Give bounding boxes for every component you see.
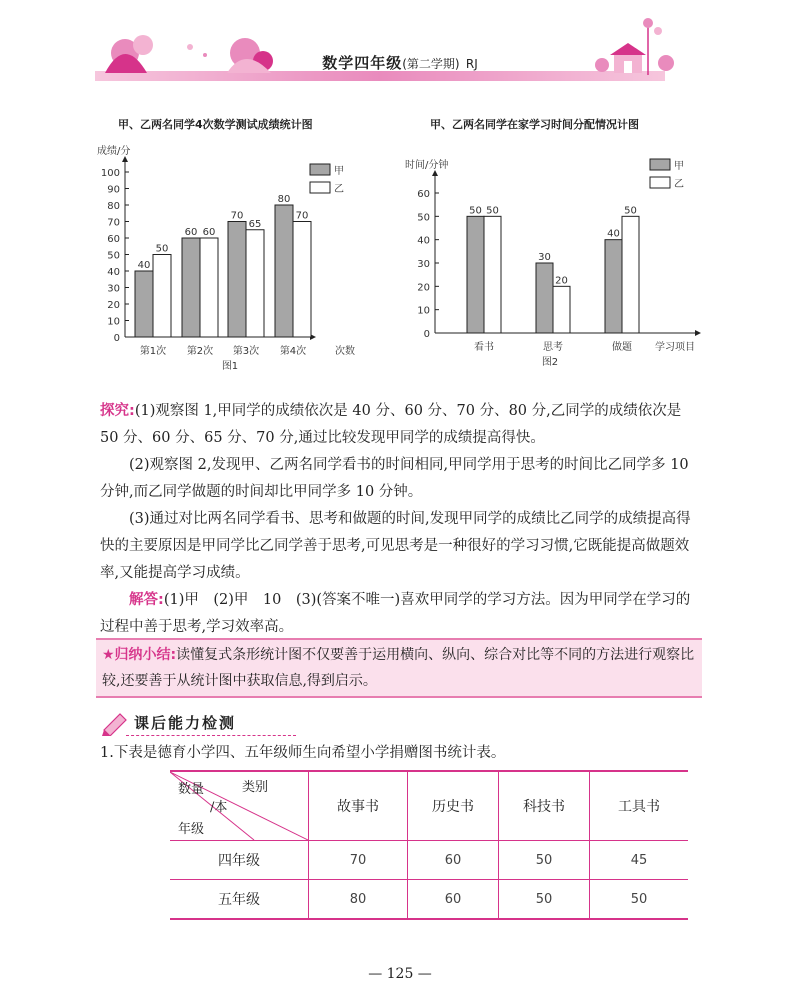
book-title: 数学四年级: [322, 54, 403, 72]
y-tick-label: 40: [417, 235, 430, 247]
book-subtitle: (第二学期): [402, 57, 460, 71]
table-cell: 50: [499, 841, 590, 880]
col-header-tools: 工具书: [590, 771, 689, 841]
bar-value-label: 65: [248, 218, 262, 230]
bar-乙: [553, 286, 570, 333]
page-header: [0, 0, 800, 95]
bar-value-label: 40: [607, 228, 620, 240]
legend-label: 甲: [334, 166, 344, 177]
legend-label: 乙: [674, 179, 684, 190]
table-cell: 60: [408, 880, 499, 920]
corner-unit: /本: [210, 800, 228, 815]
x-tick-label: 第1次: [139, 346, 167, 357]
table-header-row: [170, 771, 688, 841]
x-tick-label: 看书: [474, 342, 494, 353]
explore-paragraph-3: [100, 506, 700, 587]
y-tick-label: 80: [107, 201, 120, 212]
row-label: 四年级: [170, 841, 309, 880]
bar-value-label: 80: [277, 194, 291, 205]
bar-value-label: 70: [295, 210, 309, 222]
bar-value-label: 50: [469, 205, 482, 217]
legend-swatch: [310, 182, 330, 193]
y-tick-label: 30: [417, 259, 430, 270]
y-tick-label: 60: [417, 189, 430, 200]
col-header-science: 科技书: [499, 771, 590, 841]
x-tick-label: 做题: [612, 342, 632, 353]
x-tick-label: 思考: [543, 342, 563, 353]
bar-value-label: 60: [184, 227, 198, 238]
explore-text-2: (2)观察图 2,发现甲、乙两名同学看书的时间相同,甲同学用于思考的时间比乙同学多 10 分钟,而乙同学做题的时间却比甲同学多 10 分钟。: [100, 457, 689, 500]
bar-value-label: 50: [624, 205, 637, 217]
section-underline: [126, 735, 296, 736]
chart1-title: 甲、乙两名同学4次数学测试成绩统计图: [118, 118, 313, 131]
corner-quantity: 数量: [178, 782, 205, 797]
col-header-story: 故事书: [309, 771, 408, 841]
answer-paragraph: [100, 587, 700, 641]
bar-乙: [622, 216, 639, 333]
legend-label: 甲: [674, 161, 684, 172]
legend-label: 乙: [334, 184, 344, 195]
summary-content: [102, 642, 698, 694]
y-tick-label: 30: [107, 283, 120, 295]
table-cell: 50: [590, 880, 689, 920]
bar-value-label: 20: [555, 275, 568, 287]
chart1: [95, 132, 395, 377]
corner-grade: 年级: [178, 822, 205, 837]
chart-caption: 图1: [221, 361, 239, 372]
y-tick-label: 0: [113, 333, 120, 344]
bar-乙: [153, 255, 171, 338]
bar-value-label: 60: [202, 227, 216, 238]
explore-label: 探究:: [100, 403, 135, 419]
bar-value-label: 70: [230, 210, 244, 222]
table-row: [170, 841, 688, 880]
summary-text: 读懂复式条形统计图不仅要善于运用横向、纵向、综合对比等不同的方法进行观察比较,还要善于从统计图中获取信息,得到启示。: [102, 647, 695, 689]
bar-甲: [135, 271, 153, 337]
bar-value-label: 50: [155, 243, 169, 255]
y-tick-label: 50: [417, 212, 430, 224]
y-axis-label: 成绩/分: [97, 146, 131, 157]
y-tick-label: 20: [107, 300, 120, 311]
y-axis-label: 时间/分钟: [405, 160, 449, 171]
chart2: [400, 132, 710, 377]
y-tick-label: 40: [107, 267, 120, 278]
bar-甲: [228, 222, 246, 338]
y-tick-label: 90: [107, 184, 120, 196]
page-number: — 125 —: [368, 966, 432, 982]
y-tick-label: 100: [100, 168, 120, 179]
explore-paragraph-2: [100, 452, 700, 506]
bar-甲: [605, 240, 622, 333]
legend-swatch: [650, 177, 670, 188]
summary-box: [96, 638, 702, 698]
bar-value-label: 30: [538, 252, 551, 263]
bar-乙: [484, 216, 501, 333]
y-tick-label: 50: [107, 250, 120, 262]
table-cell: 45: [590, 841, 689, 880]
bar-乙: [293, 222, 311, 338]
legend-swatch: [310, 164, 330, 175]
col-header-history: 历史书: [408, 771, 499, 841]
legend-swatch: [650, 159, 670, 170]
summary-label: ★归纳小结:: [102, 647, 177, 663]
table-cell: 50: [499, 880, 590, 920]
chart2-title: 甲、乙两名同学在家学习时间分配情况计图: [430, 118, 639, 131]
bar-value-label: 40: [137, 260, 151, 271]
bar-甲: [275, 205, 293, 337]
explore-paragraph-1: [100, 398, 700, 452]
x-tick-label: 第3次: [232, 346, 260, 357]
edition-label: RJ: [465, 57, 478, 71]
table-cell: 60: [408, 841, 499, 880]
y-tick-label: 10: [107, 316, 120, 328]
x-axis-arrow: [695, 330, 701, 336]
explore-text-1: (1)观察图 1,甲同学的成绩依次是 40 分、60 分、70 分、80 分,乙同学的成绩依次是 50 分、60 分、65 分、70 分,通过比较发现甲同学的成绩提高得快。: [100, 403, 682, 446]
x-axis-label: 次数: [335, 346, 355, 357]
table-cell: 70: [309, 841, 408, 880]
donation-table: [170, 770, 688, 920]
x-tick-label: 第2次: [186, 346, 214, 357]
bar-甲: [182, 238, 200, 337]
question-1: 1.下表是德育小学四、五年级师生向希望小学捐赠图书统计表。: [100, 745, 506, 761]
chart-caption: 图2: [541, 357, 559, 368]
y-tick-label: 0: [423, 329, 430, 340]
x-tick-label: 第4次: [279, 346, 307, 357]
section-heading: [100, 708, 400, 736]
answer-label: 解答:: [129, 592, 164, 608]
y-tick-label: 20: [417, 282, 430, 294]
x-axis-label: 学习项目: [655, 342, 695, 353]
bar-乙: [246, 230, 264, 337]
section-title: 课后能力检测: [134, 714, 237, 732]
y-tick-label: 10: [417, 305, 430, 317]
bar-乙: [200, 238, 218, 337]
y-tick-label: 60: [107, 234, 120, 245]
bar-甲: [536, 263, 553, 333]
pencil-icon: [100, 708, 132, 736]
table-cell: 80: [309, 880, 408, 920]
table-corner-cell: [170, 771, 309, 841]
y-tick-label: 70: [107, 217, 120, 229]
explore-text-3: (3)通过对比两名同学看书、思考和做题的时间,发现甲同学的成绩比乙同学的成绩提高得快的主要原因是甲同学比乙同学善于思考,可见思考是一种很好的学习习惯,它既能提高做题效率,又能提高学习成绩。: [100, 511, 691, 581]
bar-value-label: 50: [486, 205, 499, 217]
bar-甲: [467, 216, 484, 333]
header-title: [0, 52, 800, 73]
row-label: 五年级: [170, 880, 309, 920]
corner-category: 类别: [242, 780, 269, 795]
answer-text: (1)甲 (2)甲 10 (3)(答案不唯一)喜欢甲同学的学习方法。因为甲同学在学习的过程中善于思考,学习效率高。: [100, 592, 691, 635]
table-row: [170, 880, 688, 920]
